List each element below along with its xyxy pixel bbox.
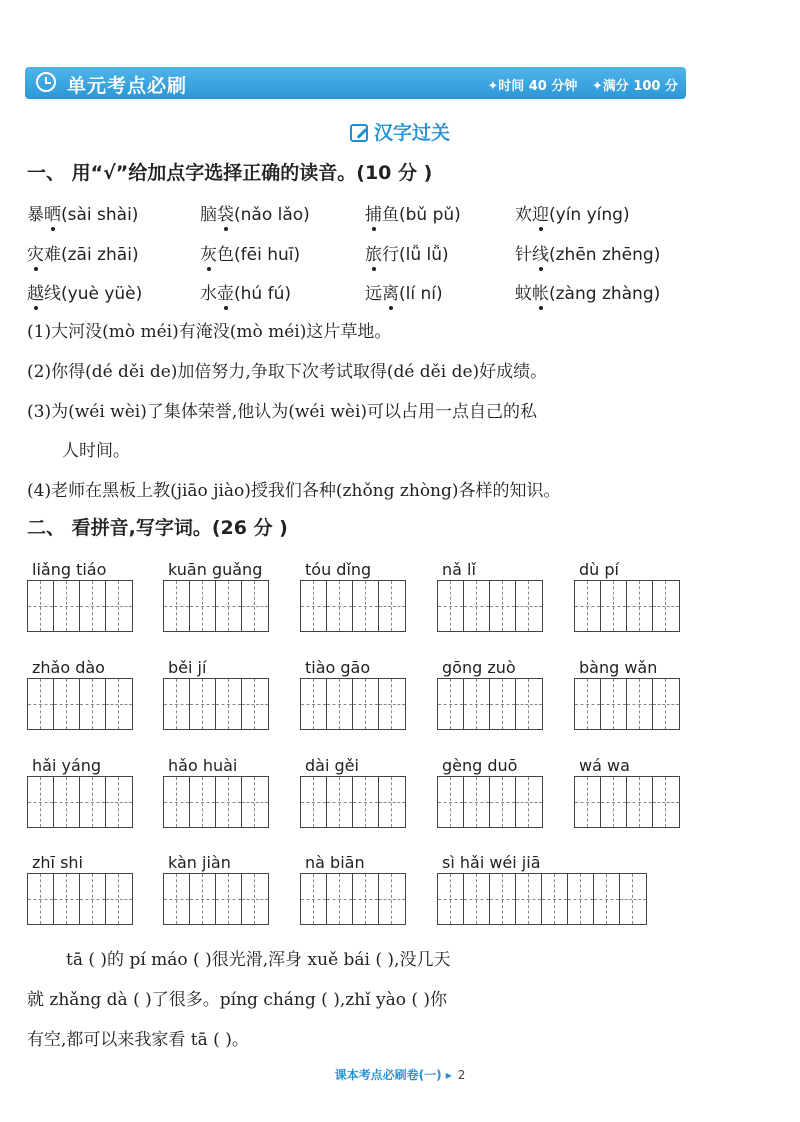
pinyin-label: hǎo huài bbox=[168, 756, 238, 775]
writing-cell[interactable] bbox=[653, 679, 679, 729]
writing-box[interactable] bbox=[27, 776, 133, 828]
writing-cell[interactable] bbox=[464, 679, 490, 729]
writing-cell[interactable] bbox=[54, 874, 80, 924]
writing-cell[interactable] bbox=[327, 679, 353, 729]
char: 行 bbox=[382, 245, 399, 265]
writing-cell[interactable] bbox=[164, 679, 190, 729]
pinyin-label: bàng wǎn bbox=[579, 658, 658, 677]
writing-box[interactable] bbox=[300, 776, 406, 828]
char: 脑 bbox=[200, 205, 217, 225]
writing-cell[interactable] bbox=[80, 874, 106, 924]
full-score: ✦满分 100 分 bbox=[591, 79, 678, 94]
writing-cell[interactable] bbox=[327, 581, 353, 631]
writing-box[interactable] bbox=[574, 580, 680, 632]
q2-para-line-1: tā ( )的 pí máo ( )很光滑,浑身 xuě bái ( ),没几天 bbox=[66, 950, 451, 970]
writing-cell[interactable] bbox=[242, 679, 268, 729]
writing-box[interactable] bbox=[437, 580, 543, 632]
writing-cell[interactable] bbox=[353, 581, 379, 631]
writing-cell[interactable] bbox=[516, 679, 542, 729]
writing-cell[interactable] bbox=[190, 581, 216, 631]
writing-cell[interactable] bbox=[516, 581, 542, 631]
writing-cell[interactable] bbox=[242, 777, 268, 827]
writing-box[interactable] bbox=[163, 678, 269, 730]
writing-cell[interactable] bbox=[490, 777, 516, 827]
dotted-char: 旅 bbox=[365, 245, 382, 265]
pinyin-label: gōng zuò bbox=[442, 658, 516, 677]
pinyin-options: (fēi huī) bbox=[234, 245, 301, 265]
char: 欢 bbox=[515, 205, 532, 225]
writing-box[interactable] bbox=[300, 873, 406, 925]
pinyin-label: wá wa bbox=[579, 756, 630, 775]
writing-cell[interactable] bbox=[568, 874, 594, 924]
writing-cell[interactable] bbox=[190, 777, 216, 827]
char: 蚊 bbox=[515, 284, 532, 304]
writing-cell[interactable] bbox=[542, 874, 568, 924]
writing-cell[interactable] bbox=[54, 777, 80, 827]
writing-cell[interactable] bbox=[575, 581, 601, 631]
writing-box[interactable] bbox=[574, 678, 680, 730]
writing-cell[interactable] bbox=[438, 581, 464, 631]
writing-box[interactable] bbox=[437, 873, 647, 925]
banner-meta bbox=[477, 75, 678, 94]
writing-cell[interactable] bbox=[28, 581, 54, 631]
writing-cell[interactable] bbox=[190, 679, 216, 729]
dotted-char: 迎 bbox=[532, 205, 549, 225]
writing-cell[interactable] bbox=[190, 874, 216, 924]
char: 鱼 bbox=[382, 205, 399, 225]
writing-cell[interactable] bbox=[516, 874, 542, 924]
writing-cell[interactable] bbox=[438, 679, 464, 729]
pinyin-label: zhī shi bbox=[32, 853, 83, 872]
pinyin-options: (zhēn zhēng) bbox=[549, 245, 661, 265]
writing-box[interactable] bbox=[27, 873, 133, 925]
pinyin-options: (zāi zhāi) bbox=[61, 245, 139, 265]
writing-cell[interactable] bbox=[490, 581, 516, 631]
pinyin-options: (hú fú) bbox=[234, 284, 291, 304]
pinyin-options: (nǎo lǎo) bbox=[234, 205, 310, 225]
pinyin-label: gèng duō bbox=[442, 756, 518, 775]
writing-cell[interactable] bbox=[327, 874, 353, 924]
q2-para-line-3: 有空,都可以来我家看 tā ( )。 bbox=[27, 1030, 249, 1050]
pinyin-options: (bǔ pǔ) bbox=[399, 205, 461, 225]
section-title-text: 汉字过关 bbox=[373, 122, 450, 144]
writing-box[interactable] bbox=[27, 580, 133, 632]
writing-cell[interactable] bbox=[301, 777, 327, 827]
writing-cell[interactable] bbox=[106, 874, 132, 924]
writing-cell[interactable] bbox=[490, 679, 516, 729]
q1-item bbox=[200, 279, 291, 304]
writing-box[interactable] bbox=[437, 678, 543, 730]
pinyin-label: zhǎo dào bbox=[32, 658, 105, 677]
dotted-char: 帐 bbox=[532, 284, 549, 304]
writing-cell[interactable] bbox=[601, 581, 627, 631]
q1-item bbox=[200, 200, 310, 225]
pinyin-label: tiào gāo bbox=[305, 658, 371, 677]
pinyin-options: (lí ní) bbox=[399, 284, 443, 304]
writing-cell[interactable] bbox=[379, 679, 405, 729]
writing-box[interactable] bbox=[300, 678, 406, 730]
writing-cell[interactable] bbox=[28, 679, 54, 729]
writing-cell[interactable] bbox=[301, 874, 327, 924]
footer bbox=[0, 1066, 800, 1083]
footer-title: 课本考点必刷卷(一) ▸ bbox=[334, 1068, 452, 1082]
writing-cell[interactable] bbox=[438, 777, 464, 827]
writing-cell[interactable] bbox=[106, 679, 132, 729]
page-number: 2 bbox=[457, 1068, 466, 1082]
writing-cell[interactable] bbox=[464, 874, 490, 924]
char: 难 bbox=[44, 245, 61, 265]
q1-item bbox=[365, 240, 449, 265]
writing-cell[interactable] bbox=[353, 679, 379, 729]
char: 水 bbox=[200, 284, 217, 304]
writing-cell[interactable] bbox=[216, 581, 242, 631]
q1-sentence-2: (2)你得(dé děi de)加倍努力,争取下次考试取得(dé děi de)好成绩。 bbox=[27, 362, 548, 382]
pinyin-options: (zàng zhàng) bbox=[549, 284, 661, 304]
q1-sentence-4: (4)老师在黑板上教(jiāo jiào)授我们各种(zhǒng zhòng)各样的知识。 bbox=[27, 481, 561, 501]
writing-cell[interactable] bbox=[627, 679, 653, 729]
writing-cell[interactable] bbox=[242, 581, 268, 631]
q1-heading: 一、 用“√”给加点字选择正确的读音。(10 分 ) bbox=[27, 162, 433, 184]
writing-cell[interactable] bbox=[216, 874, 242, 924]
q1-item bbox=[365, 279, 443, 304]
writing-cell[interactable] bbox=[164, 777, 190, 827]
q1-sentence-3a: (3)为(wéi wèi)了集体荣誉,他认为(wéi wèi)可以占用一点自己的私 bbox=[27, 402, 538, 422]
pencil-icon bbox=[350, 124, 368, 142]
q1-item bbox=[27, 200, 138, 225]
writing-box[interactable] bbox=[163, 580, 269, 632]
q1-item bbox=[27, 279, 142, 304]
pinyin-label: dù pí bbox=[579, 560, 619, 579]
writing-box[interactable] bbox=[574, 776, 680, 828]
pinyin-label: sì hǎi wéi jiā bbox=[442, 853, 541, 872]
char: 暴 bbox=[27, 205, 44, 225]
dotted-char: 袋 bbox=[217, 205, 234, 225]
writing-cell[interactable] bbox=[242, 874, 268, 924]
dotted-char: 越 bbox=[27, 284, 44, 304]
q1-item bbox=[27, 240, 139, 265]
q1-item bbox=[515, 279, 660, 304]
char: 远 bbox=[365, 284, 382, 304]
writing-cell[interactable] bbox=[80, 581, 106, 631]
pinyin-options: (yuè yüè) bbox=[61, 284, 143, 304]
writing-cell[interactable] bbox=[653, 777, 679, 827]
clock-icon bbox=[36, 72, 56, 92]
char: 针 bbox=[515, 245, 532, 265]
writing-cell[interactable] bbox=[601, 777, 627, 827]
pinyin-options: (lǚ lǚ) bbox=[399, 245, 449, 265]
q2-heading: 二、 看拼音,写字词。(26 分 ) bbox=[27, 517, 288, 539]
q2-para-line-2: 就 zhǎng dà ( )了很多。píng cháng ( ),zhǐ yào ( )你 bbox=[27, 990, 448, 1010]
writing-cell[interactable] bbox=[28, 777, 54, 827]
writing-cell[interactable] bbox=[379, 581, 405, 631]
writing-cell[interactable] bbox=[490, 874, 516, 924]
writing-cell[interactable] bbox=[106, 777, 132, 827]
writing-cell[interactable] bbox=[327, 777, 353, 827]
writing-cell[interactable] bbox=[601, 679, 627, 729]
q1-item bbox=[515, 200, 630, 225]
pinyin-options: (sài shài) bbox=[61, 205, 139, 225]
writing-cell[interactable] bbox=[620, 874, 646, 924]
writing-cell[interactable] bbox=[301, 679, 327, 729]
writing-box[interactable] bbox=[27, 678, 133, 730]
writing-cell[interactable] bbox=[80, 679, 106, 729]
pinyin-label: nà biān bbox=[305, 853, 365, 872]
writing-cell[interactable] bbox=[627, 777, 653, 827]
writing-cell[interactable] bbox=[80, 777, 106, 827]
pinyin-label: kàn jiàn bbox=[168, 853, 231, 872]
section-title bbox=[0, 118, 800, 145]
writing-box[interactable] bbox=[163, 776, 269, 828]
writing-cell[interactable] bbox=[516, 777, 542, 827]
char: 线 bbox=[44, 284, 61, 304]
dotted-char: 灾 bbox=[27, 245, 44, 265]
writing-cell[interactable] bbox=[594, 874, 620, 924]
writing-box[interactable] bbox=[300, 580, 406, 632]
writing-cell[interactable] bbox=[379, 874, 405, 924]
writing-box[interactable] bbox=[437, 776, 543, 828]
dotted-char: 灰 bbox=[200, 245, 217, 265]
q1-sentence-1: (1)大河没(mò méi)有淹没(mò méi)这片草地。 bbox=[27, 322, 392, 342]
dotted-char: 晒 bbox=[44, 205, 61, 225]
unit-banner bbox=[25, 67, 686, 99]
dotted-char: 离 bbox=[382, 284, 399, 304]
writing-cell[interactable] bbox=[164, 874, 190, 924]
writing-cell[interactable] bbox=[464, 777, 490, 827]
writing-cell[interactable] bbox=[28, 874, 54, 924]
pinyin-label: hǎi yáng bbox=[32, 756, 102, 775]
dotted-char: 线 bbox=[532, 245, 549, 265]
writing-cell[interactable] bbox=[353, 777, 379, 827]
pinyin-label: tóu dǐng bbox=[305, 560, 372, 579]
writing-cell[interactable] bbox=[653, 581, 679, 631]
dotted-char: 壶 bbox=[217, 284, 234, 304]
pinyin-label: běi jí bbox=[168, 658, 207, 677]
writing-cell[interactable] bbox=[438, 874, 464, 924]
writing-cell[interactable] bbox=[464, 581, 490, 631]
writing-cell[interactable] bbox=[575, 777, 601, 827]
q1-item bbox=[200, 240, 300, 265]
pinyin-label: nǎ lǐ bbox=[442, 560, 476, 579]
pinyin-label: kuān guǎng bbox=[168, 560, 263, 579]
q1-item bbox=[515, 240, 660, 265]
banner-title: 单元考点必刷 bbox=[67, 75, 188, 97]
writing-cell[interactable] bbox=[353, 874, 379, 924]
writing-cell[interactable] bbox=[301, 581, 327, 631]
dotted-char: 捕 bbox=[365, 205, 382, 225]
pinyin-options: (yín yíng) bbox=[549, 205, 630, 225]
q1-item bbox=[365, 200, 461, 225]
writing-cell[interactable] bbox=[216, 777, 242, 827]
q1-sentence-3b: 人时间。 bbox=[62, 441, 130, 461]
writing-cell[interactable] bbox=[627, 581, 653, 631]
time-limit: ✦时间 40 分钟 bbox=[487, 79, 578, 94]
writing-cell[interactable] bbox=[54, 581, 80, 631]
pinyin-label: dài gěi bbox=[305, 756, 359, 775]
writing-cell[interactable] bbox=[216, 679, 242, 729]
pinyin-label: liǎng tiáo bbox=[32, 560, 107, 579]
writing-cell[interactable] bbox=[379, 777, 405, 827]
char: 色 bbox=[217, 245, 234, 265]
writing-cell[interactable] bbox=[164, 581, 190, 631]
writing-cell[interactable] bbox=[54, 679, 80, 729]
writing-box[interactable] bbox=[163, 873, 269, 925]
writing-cell[interactable] bbox=[106, 581, 132, 631]
writing-cell[interactable] bbox=[575, 679, 601, 729]
